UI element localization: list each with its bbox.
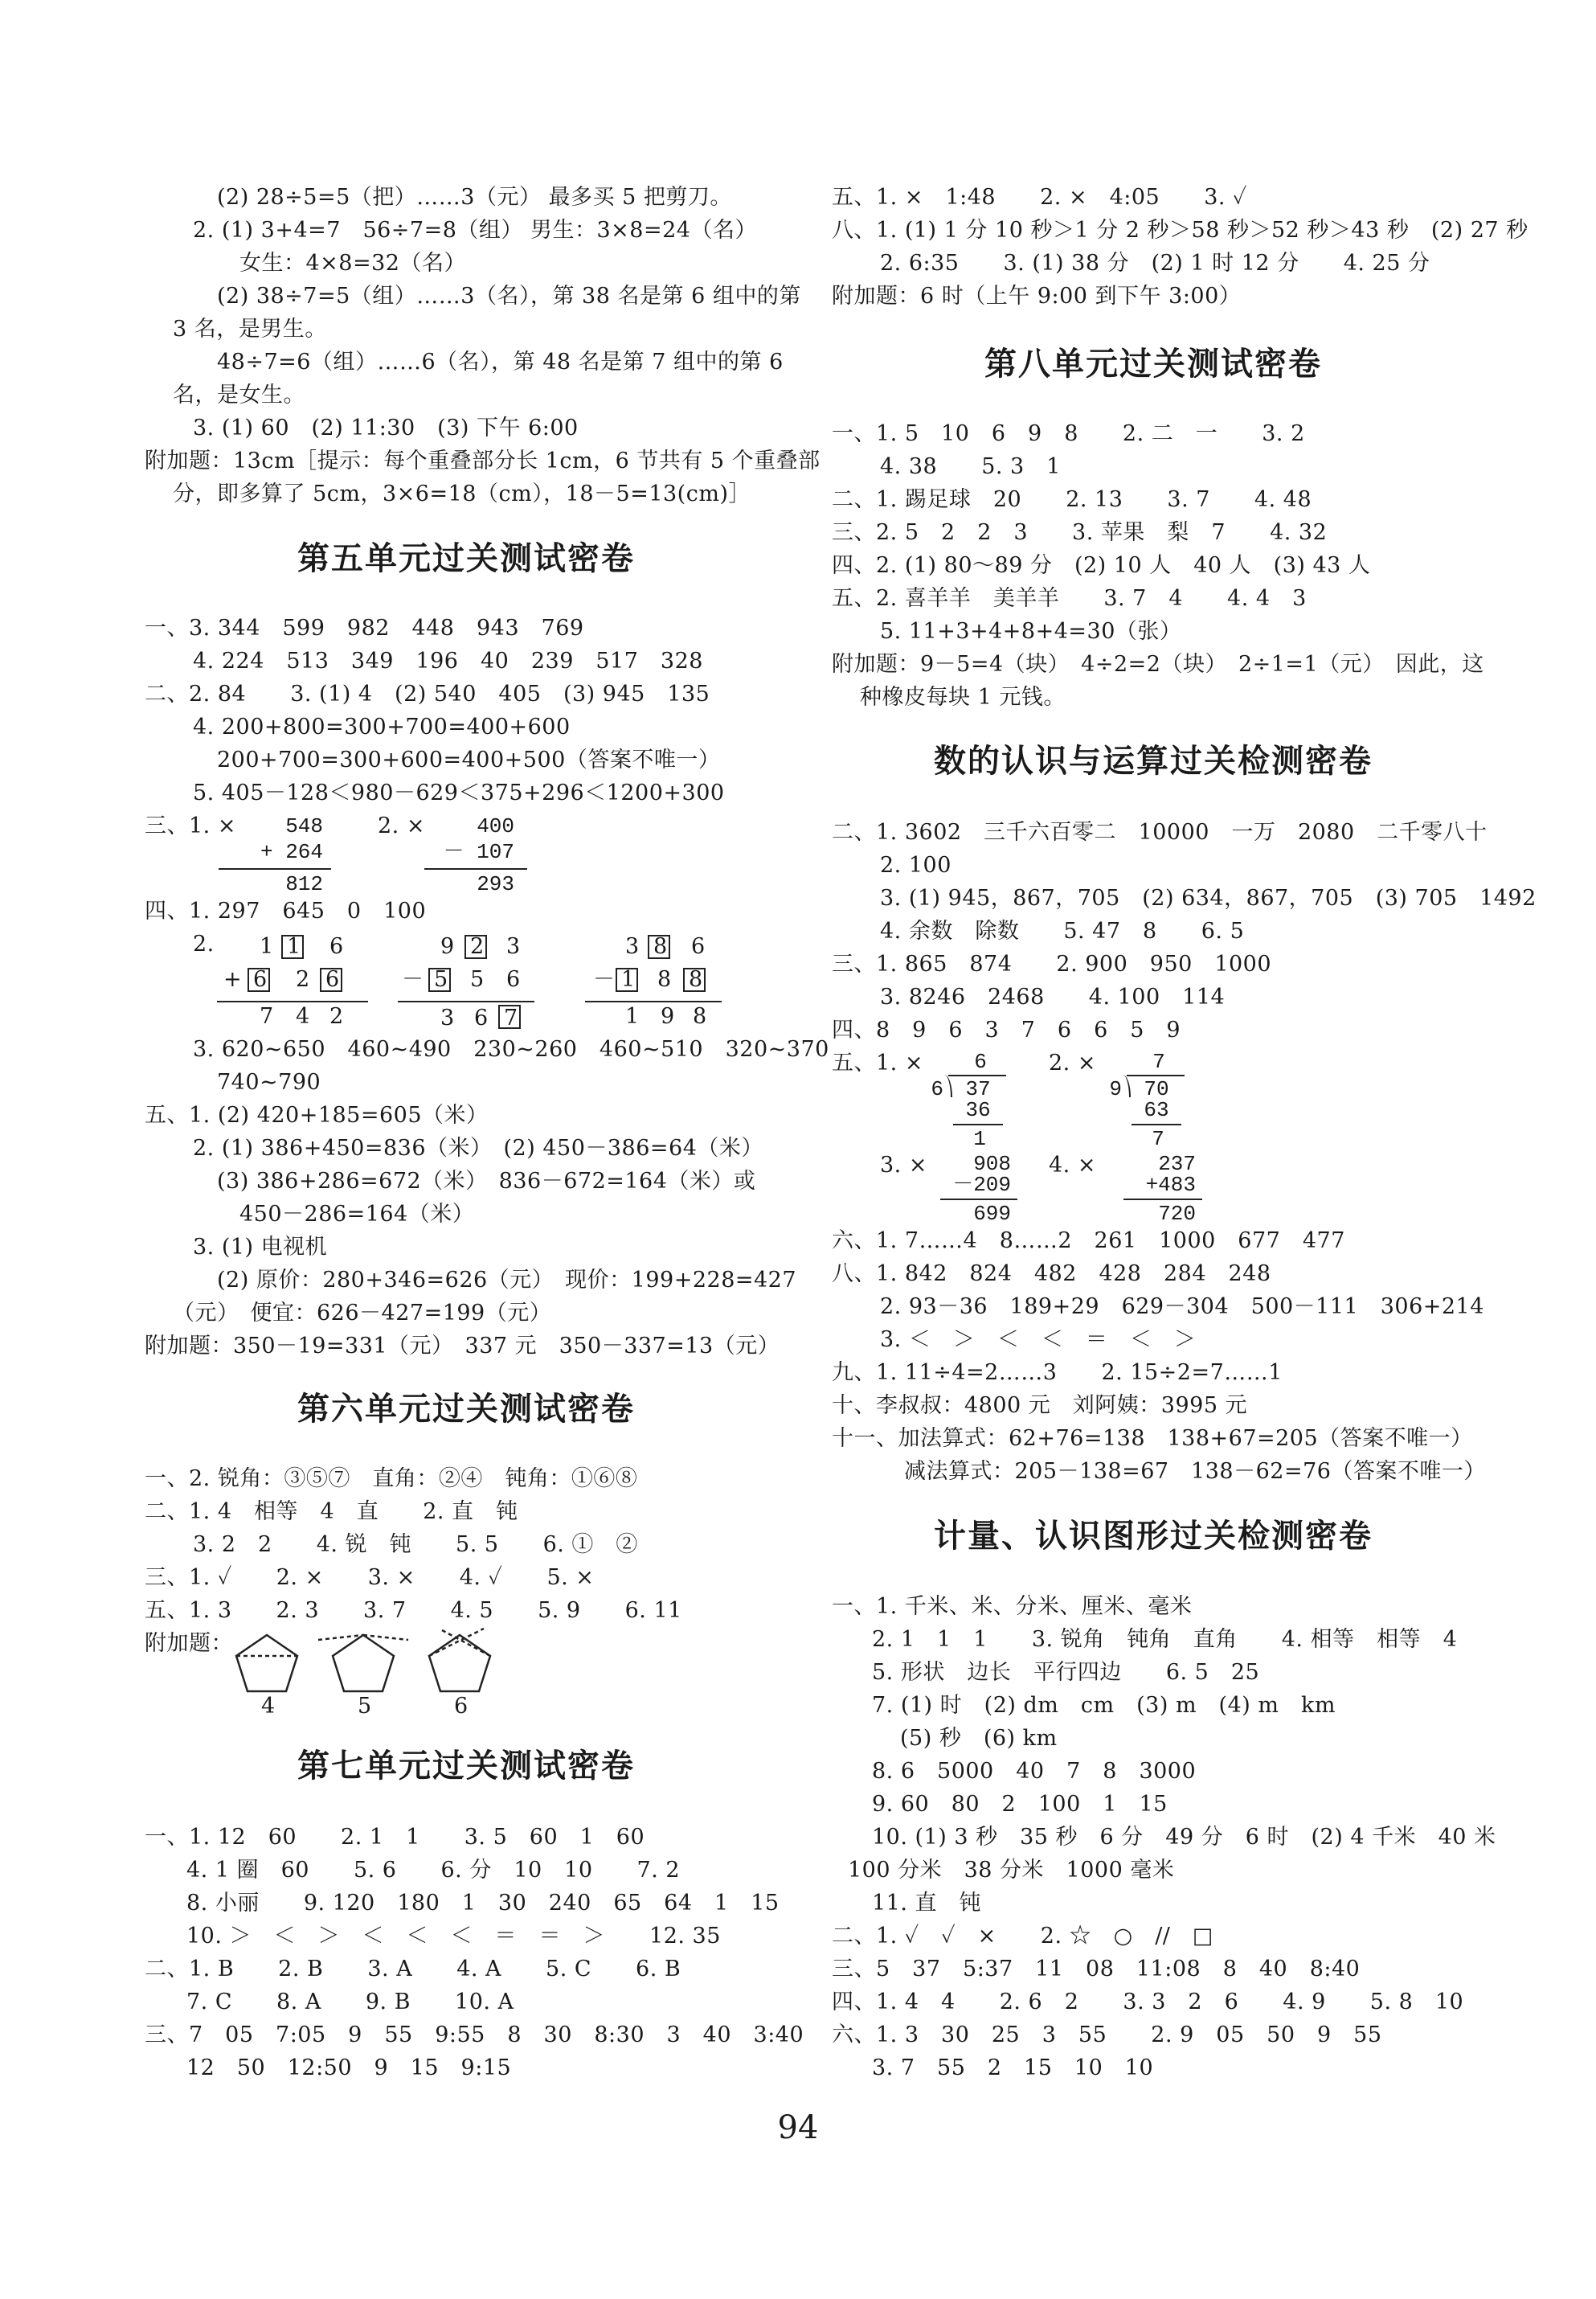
text-line: 2. 6:35 3. (1) 38 分 (2) 1 时 12 分 4. 25 分 [880,251,1430,276]
text-line: 5. 形状 边长 平行四边 6. 5 25 [872,1660,1260,1685]
text-line: 三、5 37 5:37 11 08 11:08 8 40 8:40 [832,1957,1361,1981]
section-title-measure: 计量、认识图形过关检测密卷 [934,1518,1373,1555]
text-line: 3. (1) 945，867，705 (2) 634，867，705 (3) 705 1492 [880,886,1537,911]
digit: 1 [621,967,636,992]
text-line: 3. 7 55 2 15 10 10 [872,2055,1154,2080]
figure-label: 5 [358,1694,372,1719]
digit: 2 [470,934,485,959]
text-line: 4. 余数 除数 5. 47 8 6. 5 [880,919,1245,944]
text-line: 12 50 12:50 9 15 9:15 [186,2055,512,2080]
text-line: 五、1. × 1:48 2. × 4:05 3. ✓ [832,185,1247,210]
text-line: 一、1. 5 10 6 9 8 2. 二 一 3. 2 [832,421,1305,446]
text-line: 四、1. 297 645 0 100 [145,899,427,924]
calc-rule [940,1199,1017,1200]
figure-label: 4 [261,1694,276,1719]
question-label: 4. × [1049,1153,1096,1178]
text-line: 3. 620~650 460~490 230~260 460~510 320~370 [193,1037,829,1062]
text-line: 四、8 9 6 3 7 6 6 5 9 [832,1018,1181,1043]
text-line: 名，是女生。 [173,383,305,408]
digit: 6 [691,934,706,959]
division-divisor: 9 [1109,1077,1122,1101]
digit: 9 [440,934,455,959]
section-title-unit6: 第六单元过关测试密卷 [297,1391,635,1428]
text-line: 2. 100 [880,853,951,878]
calc-result: 699 [973,1202,1011,1226]
division-product: 36 [965,1098,991,1122]
text-line: 八、1. 842 824 482 428 284 248 [832,1261,1271,1286]
division-divisor: 6 [931,1077,943,1101]
text-line: 四、1. 4 4 2. 6 2 3. 3 2 6 4. 9 5. 8 10 [832,1990,1464,2014]
calc-rule [424,868,527,870]
calc-mid: + 264 [260,840,323,864]
text-line: 200+700=300+600=400+500（答案不唯一） [217,748,721,772]
text-line: 3. ＜ ＞ ＜ ＜ ＝ ＜ ＞ [880,1327,1197,1352]
operator: － [593,967,615,992]
digit: 7 [260,1004,274,1029]
pentagon-shape [333,1635,394,1691]
division-rule [953,1124,1003,1125]
text-line: 5. 405－128＜980－629＜375+296＜1200+300 [193,781,725,805]
division-remainder: 7 [1152,1127,1164,1151]
text-line: (2) 38÷7=5（组）……3（名），第 38 名是第 6 组中的第 [217,284,801,309]
text-line: 3. (1) 60 (2) 11:30 (3) 下午 6:00 [193,416,579,441]
digit: 5 [434,967,448,992]
text-line: 48÷7=6（组）……6（名），第 48 名是第 7 组中的第 6 [217,350,784,375]
calc-result: 720 [1158,1202,1196,1226]
division-bar [948,1075,1006,1076]
calc-mid: － 107 [443,840,514,864]
text-line: 六、1. 7……4 8……2 261 1000 677 477 [832,1228,1345,1253]
text-line: 一、3. 344 599 982 448 943 769 [145,616,584,641]
text-line: 4. 38 5. 3 1 [880,454,1061,479]
calc-top: 400 [477,814,514,838]
digit: 2 [329,1004,344,1029]
digit: 4 [296,1004,310,1029]
text-line: 8. 小丽 9. 120 180 1 30 240 65 64 1 15 [186,1891,780,1916]
text-line: 5. 11+3+4+8+4=30（张） [880,619,1182,644]
text-line: 三、7 05 7:05 9 55 9:55 8 30 8:30 3 40 3:40 [145,2022,804,2047]
text-line: 4. 200+800=300+700=400+600 [193,715,571,740]
text-line: 450－286=164（米） [239,1202,475,1227]
page-number: 94 [777,2109,819,2146]
text-line: (2) 28÷5=5（把）……3（元） 最多买 5 把剪刀。 [217,185,732,210]
pentagon-figures [225,1625,514,1698]
text-line: 8. 6 5000 40 7 8 3000 [872,1759,1197,1784]
text-line: 3. 8246 2468 4. 100 114 [880,985,1226,1010]
question-label: 2. [193,932,215,957]
text-line: 3. 2 2 4. 锐 钝 5. 5 6. ① ② [193,1532,638,1557]
digit: 1 [625,1004,640,1029]
text-line: 一、1. 12 60 2. 1 1 3. 5 60 1 60 [145,1825,645,1850]
division-quotient: 7 [1152,1050,1165,1074]
division-remainder: 1 [973,1127,986,1151]
text-line: 10. (1) 3 秒 35 秒 6 分 49 分 6 时 (2) 4 千米 40 米 [872,1825,1496,1850]
text-line: 100 分米 38 分米 1000 毫米 [848,1858,1175,1883]
text-line: 附加题：6 时（上午 9:00 到下午 3:00） [832,284,1242,309]
text-line: 三、1. 865 874 2. 900 950 1000 [832,952,1272,977]
digit: 2 [296,967,310,992]
calc-rule [217,1001,368,1002]
digit: 6 [325,967,340,992]
text-line: 十一、加法算式：62+76=138 138+67=205（答案不唯一） [832,1426,1473,1451]
question-label: 2. × [1049,1051,1096,1076]
text-line: 六、1. 3 30 25 3 55 2. 9 05 50 9 55 [832,2022,1382,2047]
pentagon-shape [236,1635,297,1691]
digit: 8 [653,934,668,959]
question-label: 3. × [880,1153,927,1178]
text-line: 11. 直 钝 [872,1891,982,1916]
text-line: 二、1. ✓ ✓ × 2. ☆ ○ // □ [832,1924,1213,1949]
text-line: 一、1. 千米、米、分米、厘米、毫米 [832,1594,1193,1619]
text-line: 四、2. (1) 80～89 分 (2) 10 人 40 人 (3) 43 人 [832,553,1371,578]
figure-label: 6 [454,1694,469,1719]
division-product: 63 [1144,1098,1169,1122]
digit: 6 [253,967,268,992]
text-line: 附加题：350－19=331（元） 337 元 350－337=13（元） [145,1334,780,1358]
division-bracket [943,1075,952,1097]
calc-rule [398,1001,534,1002]
text-line: 女生：4×8=32（名） [239,251,466,276]
text-line: 二、1. B 2. B 3. A 4. A 5. C 6. B [145,1957,681,1981]
calc-top: 548 [285,814,323,838]
text-line: 五、1. (2) 420+185=605（米） [145,1103,489,1128]
text-line: 2. (1) 3+4=7 56÷7=8（组） 男生：3×8=24（名） [193,218,757,243]
digit: 1 [287,934,301,959]
dashed-line [429,1629,484,1656]
section-title-unit7: 第七单元过关测试密卷 [297,1748,635,1785]
text-line: 2. (1) 386+450=836（米） (2) 450－386=64（米） [193,1136,763,1161]
text-line: 二、1. 4 相等 4 直 2. 直 钝 [145,1499,518,1524]
calc-top: 908 [973,1152,1011,1176]
text-line: 十、李叔叔：4800 元 刘阿姨：3995 元 [832,1393,1248,1418]
text-line: 附加题：9－5=4（块） 4÷2=2（块） 2÷1=1（元） 因此，这 [832,652,1484,677]
division-dividend: 37 [965,1077,991,1101]
digit: 1 [260,934,274,959]
text-line: （元） 便宜：626－427=199（元） [173,1301,552,1326]
text-line: 10. ＞ ＜ ＞ ＜ ＜ ＜ ＝ ＝ ＞ 12. 35 [186,1924,721,1949]
calc-rule [219,868,331,870]
text-line: 五、2. 喜羊羊 美羊羊 3. 7 4 4. 4 3 [832,586,1307,611]
text-line: 4. 1 圈 60 5. 6 6. 分 10 10 7. 2 [186,1858,681,1883]
text-line: 种橡皮每块 1 元钱。 [860,685,1066,710]
calc-result: 293 [477,872,514,896]
question-label: 三、1. × [145,813,236,838]
digit: 8 [693,1004,707,1029]
text-line: 八、1. (1) 1 分 10 秒＞1 分 2 秒＞58 秒＞52 秒＞43 秒 (2) 27 秒 [832,218,1528,243]
calc-mid: －209 [952,1173,1011,1197]
digit: 5 [470,967,485,992]
digit: 9 [661,1004,675,1029]
digit: 7 [504,1006,518,1031]
division-quotient: 6 [974,1050,987,1074]
digit: 3 [440,1006,455,1031]
section-title-unit5: 第五单元过关测试密卷 [297,540,635,577]
text-line: 二、2. 84 3. (1) 4 (2) 540 405 (3) 945 135 [145,682,710,707]
text-line: 4. 224 513 349 196 40 239 517 328 [193,649,703,674]
text-line: (5) 秒 (6) km [900,1726,1058,1751]
text-line: 九、1. 11÷4=2……3 2. 15÷2=7……1 [832,1360,1283,1385]
text-line: 一、2. 锐角：③⑤⑦ 直角：②④ 钝角：①⑥⑧ [145,1466,638,1491]
text-line: 740~790 [217,1070,321,1095]
text-line: 三、1. ✓ 2. × 3. × 4. ✓ 5. × [145,1565,595,1590]
section-title-unit8: 第八单元过关测试密卷 [984,346,1322,383]
division-bracket [1122,1075,1131,1097]
digit: 3 [506,934,521,959]
division-bar [1127,1075,1185,1076]
digit: 6 [506,967,521,992]
digit: 8 [657,967,672,992]
text-line: 9. 60 80 2 100 1 15 [872,1792,1168,1817]
division-dividend: 70 [1144,1077,1169,1101]
section-title-numbers: 数的认识与运算过关检测密卷 [934,743,1373,780]
division-rule [1132,1124,1181,1125]
digit: 3 [625,934,640,959]
text-line: 附加题： [145,1631,233,1656]
text-line: (3) 386+286=672（米） 836－672=164（米）或 [217,1169,756,1194]
calc-mid: +483 [1145,1173,1196,1197]
text-line: (2) 原价：280+346=626（元） 现价：199+228=427 [217,1268,797,1293]
text-line: 附加题：13cm［提示：每个重叠部分长 1cm，6 节共有 5 个重叠部 [145,449,821,473]
calc-top: 237 [1158,1152,1196,1176]
text-line: 三、2. 5 2 2 3 3. 苹果 梨 7 4. 32 [832,520,1328,545]
text-line: 3. (1) 电视机 [193,1235,328,1260]
operator: + [223,967,242,992]
text-line: 二、1. 3602 三千六百零二 10000 一万 2080 二千零八十 [832,820,1488,845]
text-line: 分，即多算了 5cm，3×6=18（cm），18－5=13(cm)］ [173,482,751,506]
text-line: 减法算式：205－138=67 138－62=76（答案不唯一） [904,1459,1486,1484]
question-label: 2. × [378,813,425,838]
digit: 8 [689,967,703,992]
text-line: 2. 93－36 189+29 629－304 500－111 306+214 [880,1294,1484,1319]
text-line: 2. 1 1 1 3. 锐角 钝角 直角 4. 相等 相等 4 [872,1627,1458,1652]
text-line: 7. (1) 时 (2) dm cm (3) m (4) m km [872,1693,1336,1718]
digit: 6 [329,934,344,959]
operator: － [402,967,424,992]
pentagon-shape [429,1635,490,1691]
text-line: 二、1. 踢足球 20 2. 13 3. 7 4. 48 [832,487,1312,512]
calc-rule [1123,1199,1202,1200]
text-line: 3 名，是男生。 [173,317,327,342]
digit: 6 [474,1006,489,1031]
text-line: 7. C 8. A 9. B 10. A [186,1990,514,2014]
calc-result: 812 [285,872,323,896]
question-label: 五、1. × [832,1051,923,1076]
calc-rule [585,1001,722,1002]
text-line: 五、1. 3 2. 3 3. 7 4. 5 5. 9 6. 11 [145,1598,682,1623]
